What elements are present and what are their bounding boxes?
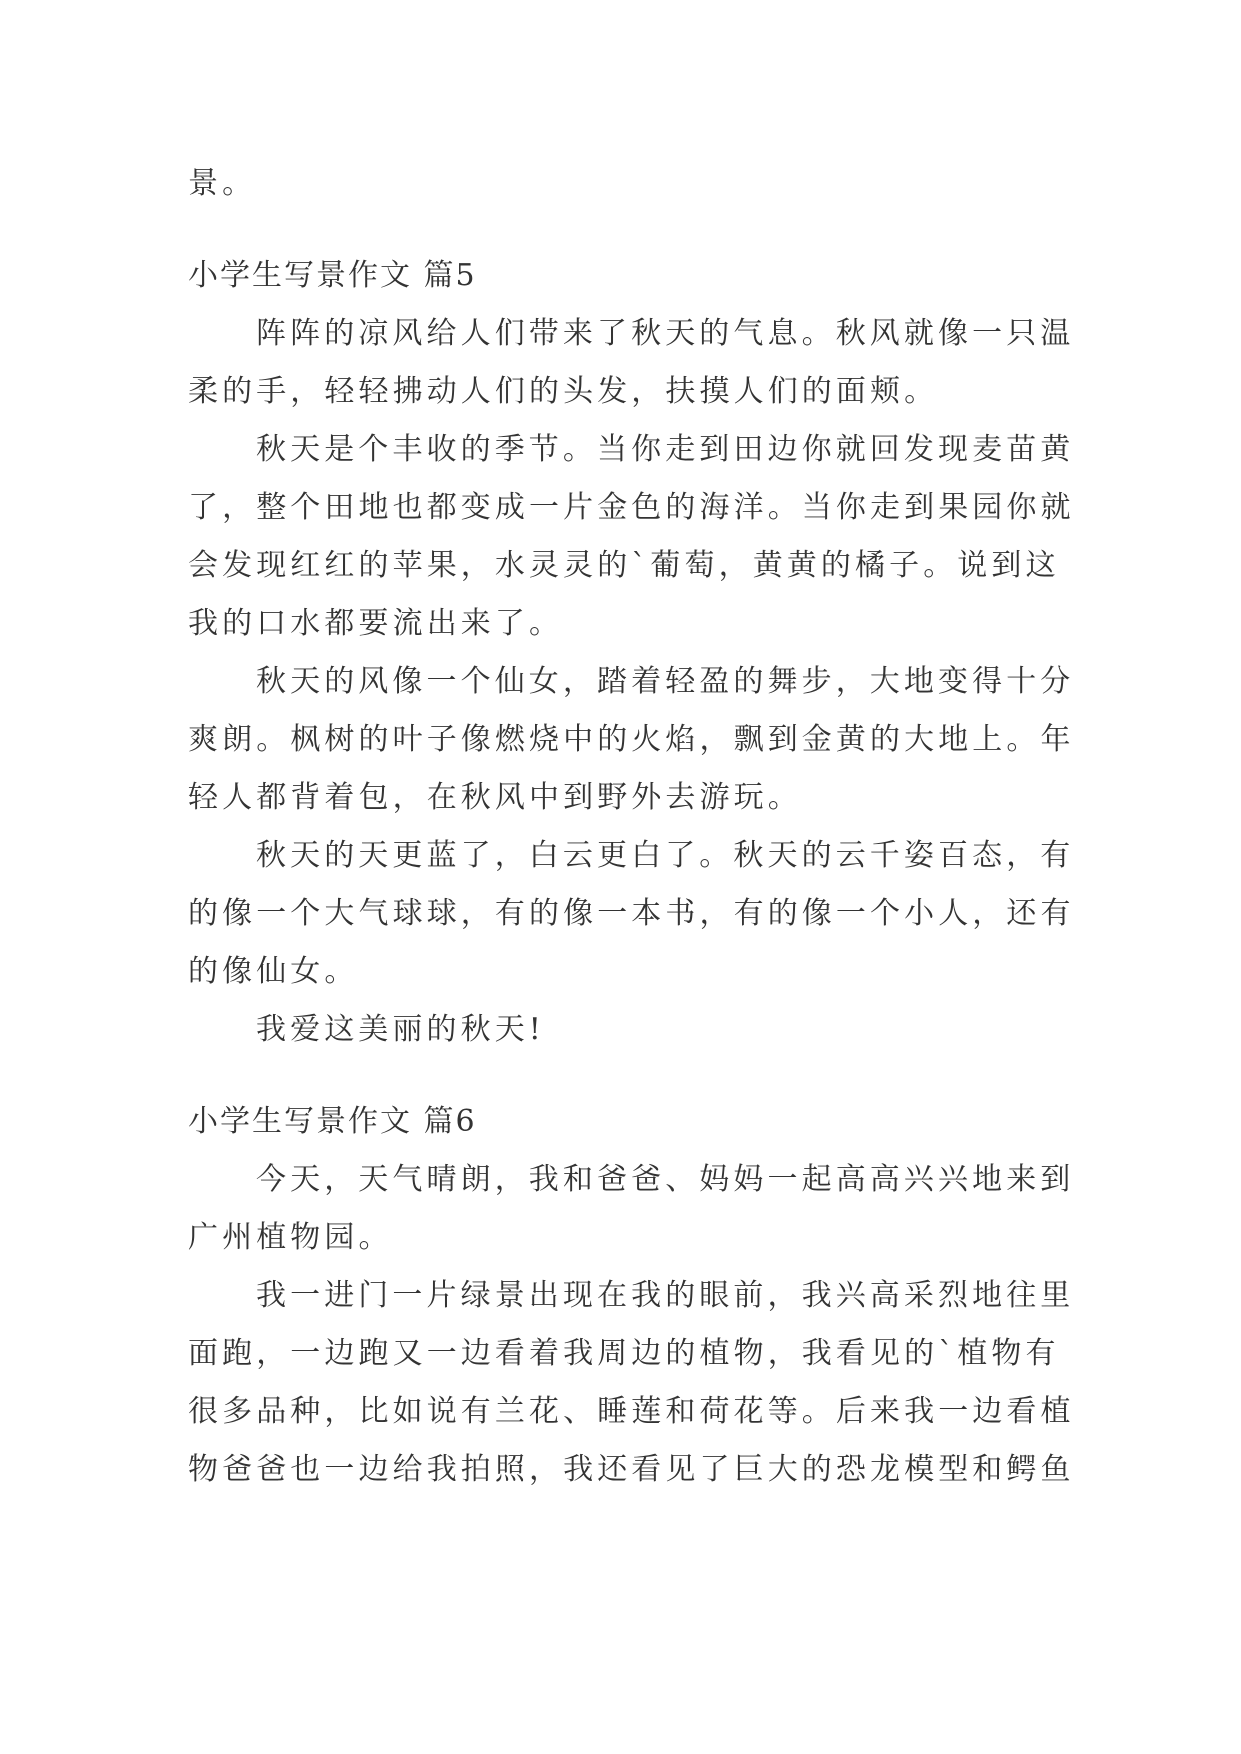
paragraph-line: 阵阵的凉风给人们带来了秋天的气息。秋风就像一只温 <box>256 316 1075 351</box>
paragraph-line: 秋天的风像一个仙女，踏着轻盈的舞步，大地变得十分 <box>256 664 1075 699</box>
paragraph-line: 物爸爸也一边给我拍照，我还看见了巨大的恐龙模型和鳄鱼 <box>188 1452 1075 1487</box>
paragraph-line: 我的口水都要流出来了。 <box>188 606 564 641</box>
paragraph-line: 轻人都背着包，在秋风中到野外去游玩。 <box>188 780 802 815</box>
paragraph-line: 很多品种，比如说有兰花、睡莲和荷花等。后来我一边看植 <box>188 1394 1075 1429</box>
paragraph-line: 秋天的天更蓝了，白云更白了。秋天的云千姿百态，有 <box>256 838 1075 873</box>
paragraph-line: 我一进门一片绿景出现在我的眼前，我兴高采烈地往里 <box>256 1278 1075 1313</box>
continuation-text: 景。 <box>188 166 257 201</box>
paragraph-line: 我爱这美丽的秋天! <box>256 1012 545 1047</box>
paragraph <box>188 1267 1075 1499</box>
paragraph-line: 柔的手，轻轻拂动人们的头发，扶摸人们的面颊。 <box>188 374 939 409</box>
paragraph <box>188 421 1075 653</box>
paragraph-line: 了，整个田地也都变成一片金色的海洋。当你走到果园你就 <box>188 490 1075 525</box>
section-gap <box>188 1059 1052 1093</box>
paragraph <box>188 1001 1052 1059</box>
paragraph <box>188 305 1075 421</box>
paragraph <box>188 1151 1075 1267</box>
paragraph-line: 秋天是个丰收的季节。当你走到田边你就回发现麦苗黄 <box>256 432 1075 467</box>
section-gap <box>188 213 1052 247</box>
paragraph-line: 的像一个大气球球，有的像一本书，有的像一个小人，还有 <box>188 896 1075 931</box>
paragraph <box>188 653 1075 827</box>
paragraph-line: 的像仙女。 <box>188 954 359 989</box>
document-body <box>188 155 1075 1499</box>
paragraph-line: 会发现红红的苹果，水灵灵的`葡萄，黄黄的橘子。说到这 <box>188 548 1060 583</box>
paragraph-line: 爽朗。枫树的叶子像燃烧中的火焰，飘到金黄的大地上。年 <box>188 722 1075 757</box>
paragraph <box>188 827 1075 1001</box>
section-heading-6: 小学生写景作文 篇6 <box>188 1104 477 1139</box>
paragraph-line: 面跑，一边跑又一边看着我周边的植物，我看见的`植物有 <box>188 1336 1060 1371</box>
paragraph-line: 广州植物园。 <box>188 1220 393 1255</box>
section-heading-5: 小学生写景作文 篇5 <box>188 258 477 293</box>
paragraph-line: 今天，天气晴朗，我和爸爸、妈妈一起高高兴兴地来到 <box>256 1162 1075 1197</box>
